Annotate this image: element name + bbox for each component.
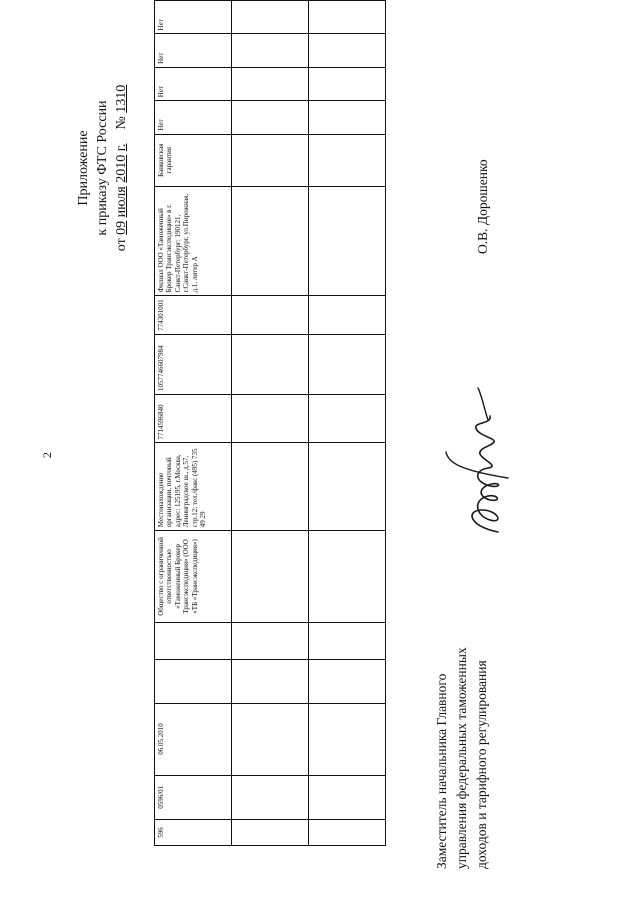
cell-flag-2: Нет — [155, 67, 232, 100]
cell-inn: 7714596840 — [155, 395, 232, 443]
page-number: 2 — [40, 452, 54, 458]
appendix-header — [74, 48, 131, 288]
cell-index: 596 — [155, 820, 232, 846]
cell-address: Местонахождение организации, почтовый адрес: 125195, г.Москва, Ленинградское ш., д.57, стр.12; тел./факс (495) 735 49 29 — [155, 443, 232, 531]
table-row — [155, 1, 232, 846]
signer-title-line-1: Заместитель начальника Главного — [434, 673, 449, 869]
order-day: 09 — [114, 220, 129, 235]
cell-code: 0596/01 — [155, 775, 232, 820]
cell-flag-1: Нет — [155, 101, 232, 134]
appendix-date-line — [112, 48, 131, 288]
cell-empty — [155, 660, 232, 703]
handwritten-signature — [438, 380, 528, 540]
date-prefix: от — [114, 238, 129, 252]
signer-name: О.В. Дорошенко — [475, 159, 490, 254]
cell-kpp: 774301001 — [155, 296, 232, 335]
cell-empty — [155, 622, 232, 660]
cell-date: 06.05.2010 — [155, 703, 232, 775]
cell-guarantee: Банковская гарантия — [155, 134, 232, 186]
registry-table — [154, 0, 386, 846]
cell-org-name: Общество с ограниченной ответственностью «Таможенный Брокер Трансэкспедиция» (ООО «ТБ «Трансэкспедиция») — [155, 531, 232, 622]
cell-flag-3: Нет — [155, 34, 232, 67]
appendix-order-ref: к приказу ФТС России — [95, 100, 110, 236]
cell-branch: Филиал ООО «Таможенный Брокер Трансэкспедиция» в г. Санкт-Петербург: 190121, г.Санкт-Петербург, ул.Пирожная, д.1, литер А — [155, 186, 232, 296]
signer-title-line-2: управления федеральных таможенных — [454, 647, 469, 869]
order-month: июля — [114, 186, 129, 218]
order-year: 2010 — [114, 154, 129, 183]
signer-title — [432, 647, 492, 869]
appendix-title: Приложение — [76, 130, 91, 206]
table-row-empty — [232, 1, 309, 846]
cell-flag-4: Нет — [155, 1, 232, 34]
signer-title-line-3: доходов и тарифного регулирования — [474, 660, 489, 869]
table-row-empty — [309, 1, 386, 846]
number-sign: № — [114, 116, 129, 130]
order-number: 1310 — [114, 84, 129, 113]
order-year-suffix: г. — [114, 143, 129, 152]
cell-ogrn: 1057746607984 — [155, 334, 232, 394]
